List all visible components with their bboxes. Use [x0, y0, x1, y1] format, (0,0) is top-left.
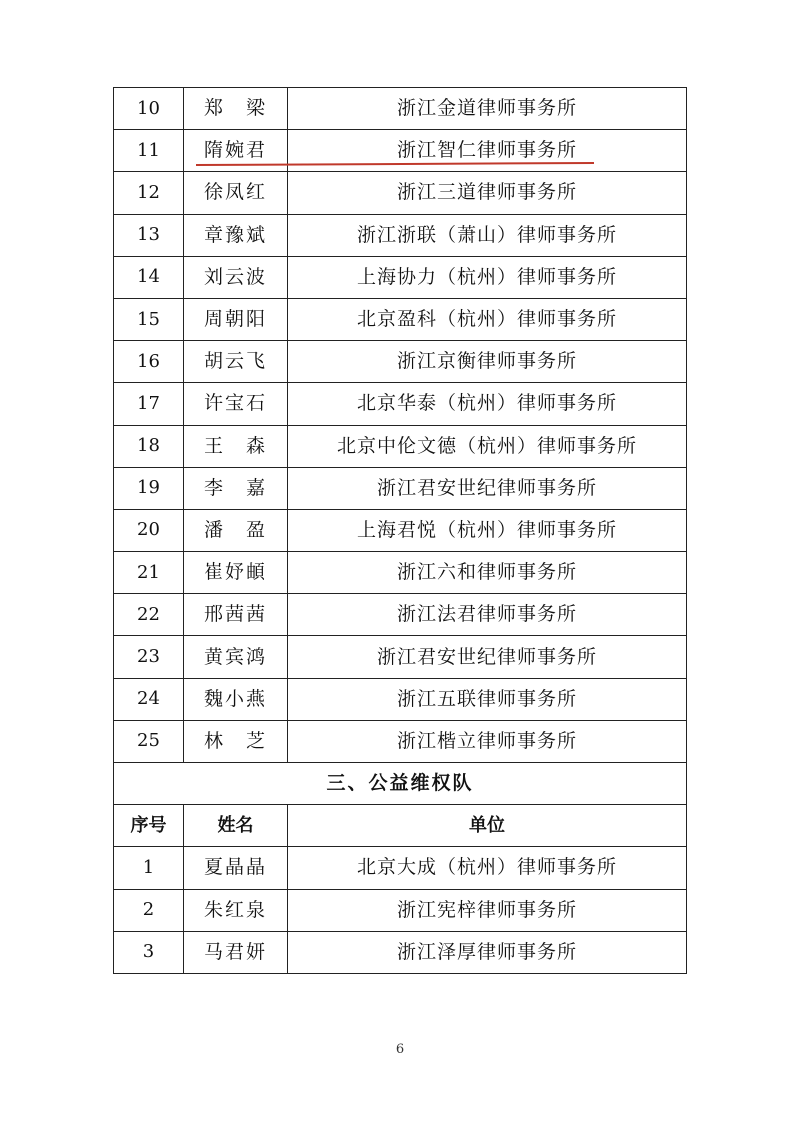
person-name: 徐凤红 [184, 172, 288, 214]
table-row [114, 383, 687, 425]
person-name: 王 森 [184, 425, 288, 467]
row-number: 2 [114, 889, 184, 931]
law-firm: 浙江金道律师事务所 [288, 88, 687, 130]
law-firm: 浙江宪梓律师事务所 [288, 889, 687, 931]
person-name: 黄宾鸿 [184, 636, 288, 678]
table-row [114, 636, 687, 678]
person-name: 胡云飞 [184, 341, 288, 383]
law-firm: 浙江五联律师事务所 [288, 678, 687, 720]
row-number: 10 [114, 88, 184, 130]
person-name: 隋婉君 [184, 130, 288, 172]
law-firm: 浙江法君律师事务所 [288, 594, 687, 636]
row-number: 18 [114, 425, 184, 467]
row-number: 24 [114, 678, 184, 720]
law-firm: 北京大成（杭州）律师事务所 [288, 847, 687, 889]
table-row [114, 256, 687, 298]
header-number: 序号 [114, 805, 184, 847]
roster-part2-body [114, 88, 687, 974]
law-firm: 浙江京衡律师事务所 [288, 341, 687, 383]
table-header-row [114, 805, 687, 847]
person-name: 刘云波 [184, 256, 288, 298]
table-row [114, 889, 687, 931]
person-name: 李 嘉 [184, 467, 288, 509]
table-row [114, 467, 687, 509]
table-row [114, 931, 687, 973]
header-name: 姓名 [184, 805, 288, 847]
person-name: 魏小燕 [184, 678, 288, 720]
law-firm: 北京华泰（杭州）律师事务所 [288, 383, 687, 425]
roster-table [113, 87, 687, 974]
table-row [114, 341, 687, 383]
row-number: 12 [114, 172, 184, 214]
law-firm: 浙江三道律师事务所 [288, 172, 687, 214]
person-name: 章豫斌 [184, 214, 288, 256]
person-name: 夏晶晶 [184, 847, 288, 889]
table-row [114, 298, 687, 340]
table-row [114, 847, 687, 889]
law-firm: 浙江楷立律师事务所 [288, 720, 687, 762]
person-name: 潘 盈 [184, 509, 288, 551]
section-title: 三、公益维权队 [114, 763, 687, 805]
row-number: 3 [114, 931, 184, 973]
person-name: 崔妤頔 [184, 552, 288, 594]
row-number: 1 [114, 847, 184, 889]
law-firm: 北京中伦文德（杭州）律师事务所 [288, 425, 687, 467]
row-number: 17 [114, 383, 184, 425]
law-firm: 上海协力（杭州）律师事务所 [288, 256, 687, 298]
row-number: 21 [114, 552, 184, 594]
table-row [114, 88, 687, 130]
row-number: 20 [114, 509, 184, 551]
law-firm: 上海君悦（杭州）律师事务所 [288, 509, 687, 551]
person-name: 朱红泉 [184, 889, 288, 931]
page-number: 6 [395, 1042, 405, 1057]
person-name: 林 芝 [184, 720, 288, 762]
row-number: 22 [114, 594, 184, 636]
row-number: 25 [114, 720, 184, 762]
table-row [114, 720, 687, 762]
row-number: 14 [114, 256, 184, 298]
person-name: 邢茜茜 [184, 594, 288, 636]
row-number: 13 [114, 214, 184, 256]
person-name: 周朝阳 [184, 298, 288, 340]
law-firm: 浙江智仁律师事务所 [288, 130, 687, 172]
section-title-row [114, 763, 687, 805]
table-row [114, 552, 687, 594]
row-number: 19 [114, 467, 184, 509]
header-org: 单位 [288, 805, 687, 847]
law-firm: 北京盈科（杭州）律师事务所 [288, 298, 687, 340]
table-row [114, 678, 687, 720]
law-firm: 浙江六和律师事务所 [288, 552, 687, 594]
table-row [114, 509, 687, 551]
table-row [114, 214, 687, 256]
person-name: 郑 梁 [184, 88, 288, 130]
law-firm: 浙江君安世纪律师事务所 [288, 467, 687, 509]
table-row [114, 425, 687, 467]
row-number: 23 [114, 636, 184, 678]
table-row [114, 172, 687, 214]
law-firm: 浙江浙联（萧山）律师事务所 [288, 214, 687, 256]
row-number: 15 [114, 298, 184, 340]
row-number: 16 [114, 341, 184, 383]
law-firm: 浙江君安世纪律师事务所 [288, 636, 687, 678]
row-number: 11 [114, 130, 184, 172]
table-row [114, 594, 687, 636]
person-name: 许宝石 [184, 383, 288, 425]
law-firm: 浙江泽厚律师事务所 [288, 931, 687, 973]
person-name: 马君妍 [184, 931, 288, 973]
